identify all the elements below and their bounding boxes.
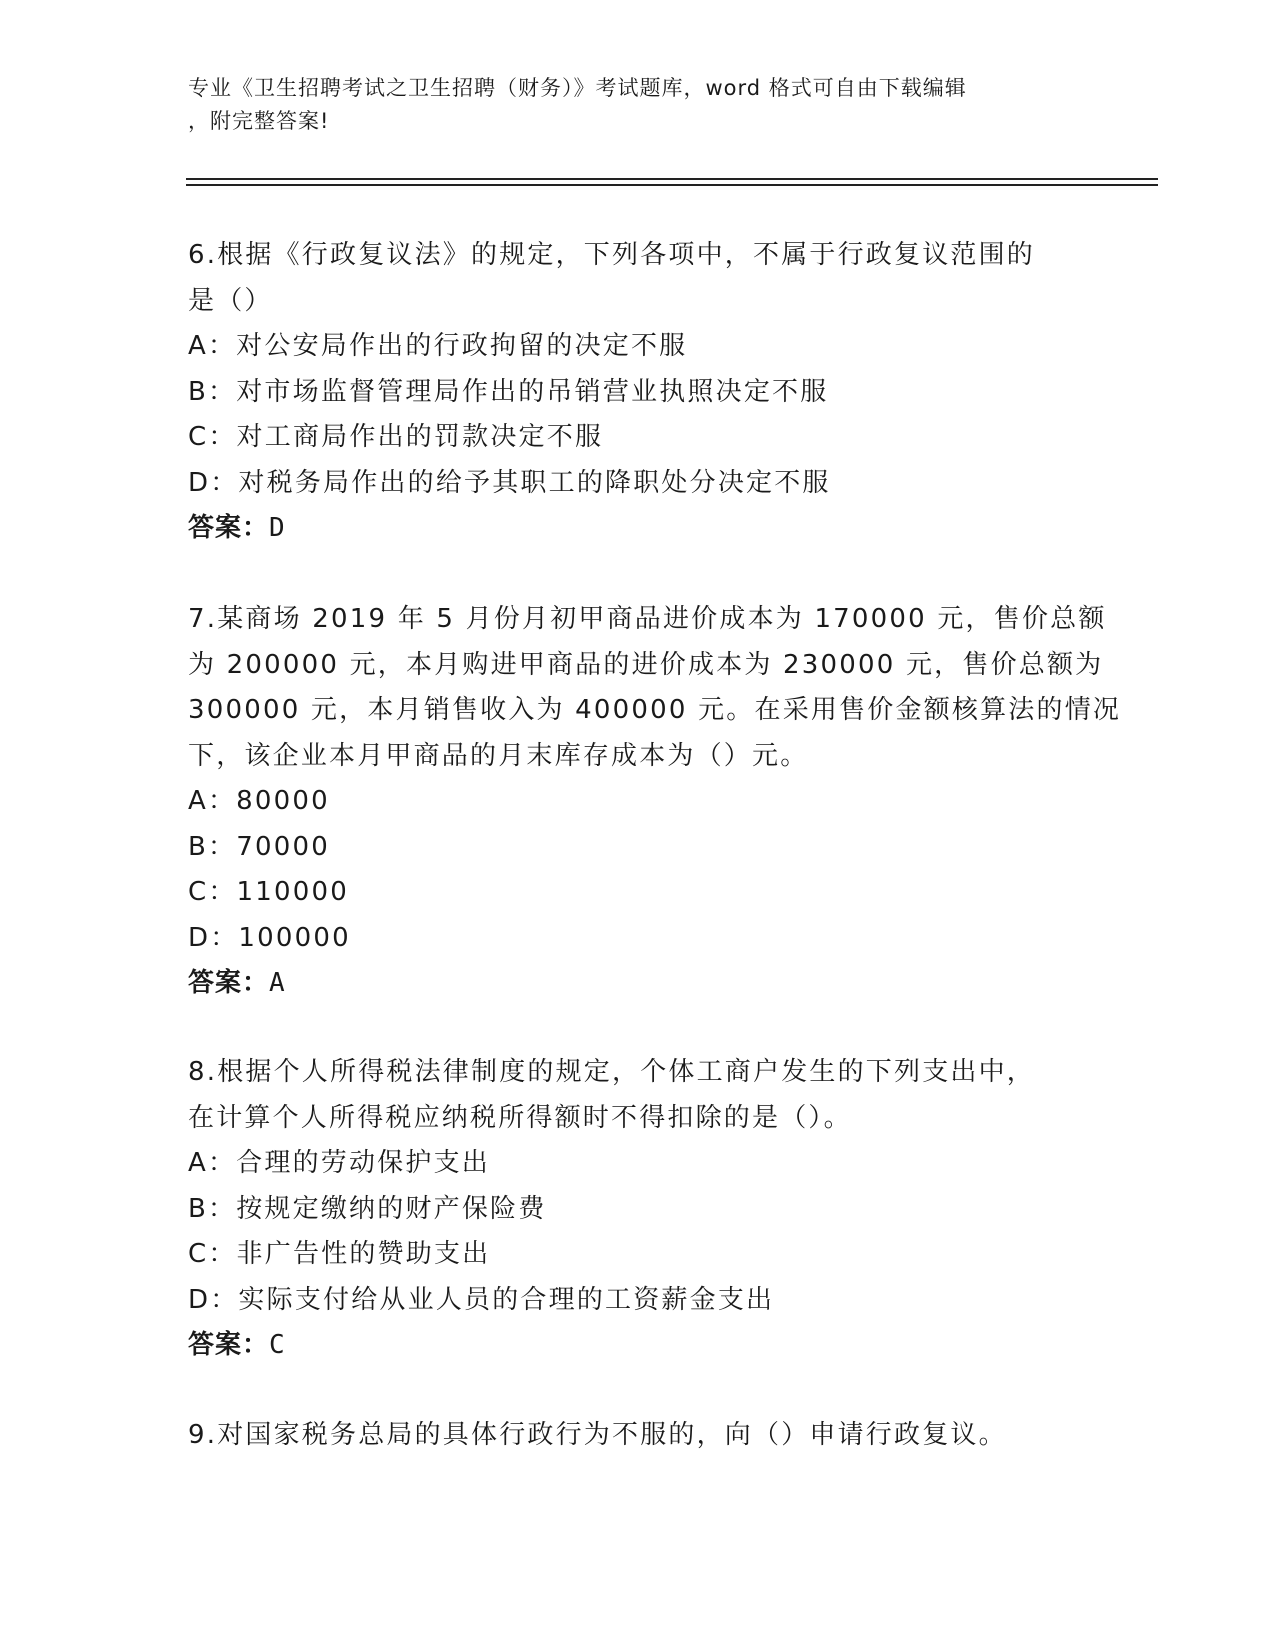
question-stem <box>188 597 1122 779</box>
header-text-line-2: ，附完整答案! <box>188 109 330 133</box>
option-d: D：实际支付给从业人员的合理的工资薪金支出 <box>188 1284 775 1315</box>
answer-value: A <box>269 968 286 998</box>
option-b: B：70000 <box>188 831 330 862</box>
question-stem-line: 9.对国家税务总局的具体行政行为不服的，向（）申请行政复议。 <box>188 1420 1007 1450</box>
option-b: B：按规定缴纳的财产保险费 <box>188 1193 547 1224</box>
question-stem-line: 6.根据《行政复议法》的规定，下列各项中，不属于行政复议范围的 <box>188 240 1036 270</box>
answer <box>188 506 1088 552</box>
answer-label: 答案： <box>188 1330 270 1360</box>
document-header <box>188 72 1088 138</box>
option-b: B：对市场监督管理局作出的吊销营业执照决定不服 <box>188 376 829 407</box>
question-8 <box>188 1050 1088 1369</box>
answer-label: 答案： <box>188 968 270 998</box>
question-stem-line: 为 200000 元，本月购进甲商品的进价成本为 230000 元，售价总额为 <box>188 649 1104 680</box>
option-c: C：对工商局作出的罚款决定不服 <box>188 422 604 452</box>
answer <box>188 961 1088 1007</box>
option-c: C：110000 <box>188 877 350 907</box>
answer-value: D <box>269 513 286 543</box>
question-stem-line: 300000 元，本月销售收入为 400000 元。在采用售价金额核算法的情况 <box>188 695 1122 725</box>
option-d: D：对税务局作出的给予其职工的降职处分决定不服 <box>188 467 831 498</box>
header-text-line-1: 专业《卫生招聘考试之卫生招聘（财务）》考试题库，word 格式可自由下载编辑 <box>188 76 967 100</box>
option-a: A：对公安局作出的行政拘留的决定不服 <box>188 331 688 361</box>
question-stem <box>188 233 1088 324</box>
question-stem <box>188 1413 1088 1459</box>
question-stem <box>188 1050 1088 1141</box>
question-9 <box>188 1413 1088 1459</box>
answer-label: 答案： <box>188 513 270 543</box>
question-stem-line: 7.某商场 2019 年 5 月份月初甲商品进价成本为 170000 元，售价总额 <box>188 604 1107 634</box>
question-7 <box>188 597 1122 1007</box>
answer-value: C <box>269 1330 286 1360</box>
question-stem-line: 在计算个人所得税应纳税所得额时不得扣除的是（）。 <box>188 1102 852 1133</box>
question-stem-line: 8.根据个人所得税法律制度的规定，个体工商户发生的下列支出中， <box>188 1057 1036 1087</box>
option-a: A：80000 <box>188 786 330 816</box>
header-divider-bottom <box>186 184 1158 186</box>
answer <box>188 1323 1088 1369</box>
question-6 <box>188 233 1088 552</box>
question-stem-line: 是（） <box>188 285 273 316</box>
header-divider-top <box>186 178 1158 180</box>
option-d: D：100000 <box>188 922 351 953</box>
question-stem-line: 下，该企业本月甲商品的月末库存成本为（）元。 <box>188 740 809 771</box>
option-c: C：非广告性的赞助支出 <box>188 1239 491 1269</box>
option-a: A：合理的劳动保护支出 <box>188 1148 490 1178</box>
